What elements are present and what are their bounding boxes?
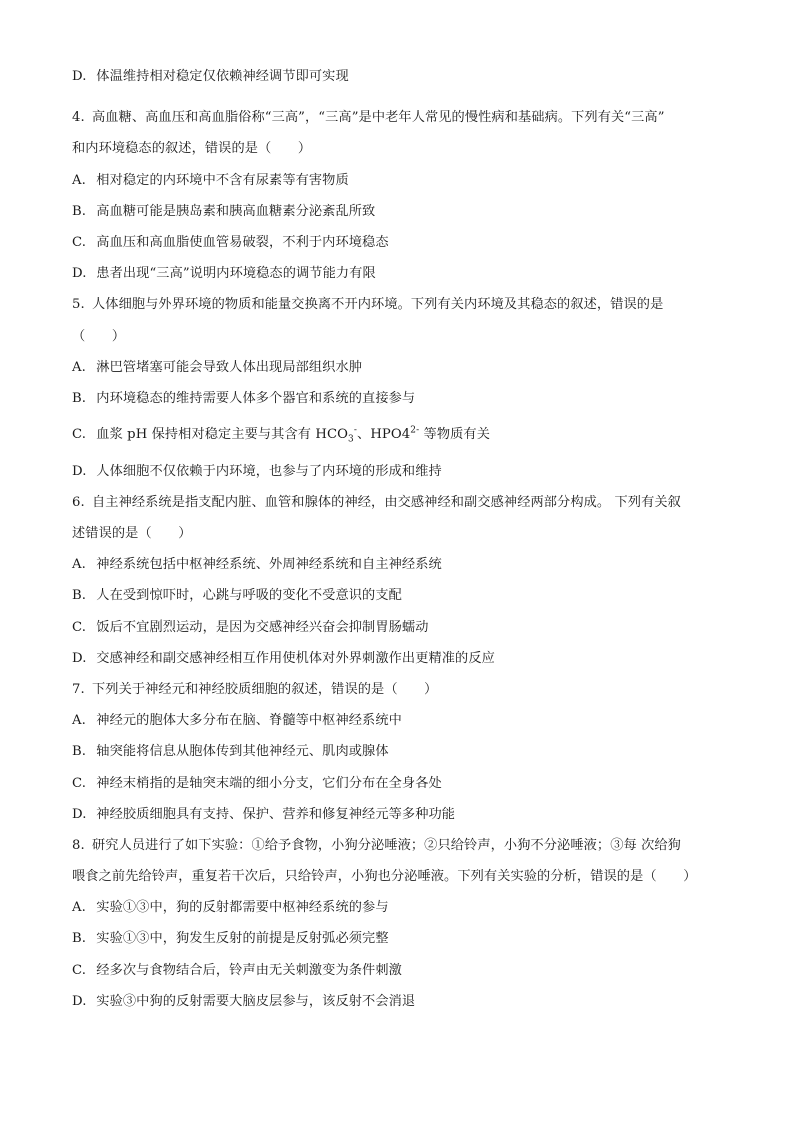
- q7-stem-line-1: [72, 681, 437, 699]
- option-label: B.: [72, 588, 87, 603]
- q7-option-c: [72, 775, 442, 793]
- question-number: 6.: [72, 495, 85, 510]
- option-text: 高血压和高血脂使血管易破裂，不利于内环境稳态: [96, 235, 389, 250]
- stem-text: （ ）: [72, 329, 126, 344]
- question-number: 7.: [72, 682, 85, 697]
- option-label: C.: [72, 427, 87, 442]
- option-text: 神经末梢指的是轴突末端的细小分支，它们分布在全身各处: [96, 776, 442, 791]
- q6-stem-line-2: [72, 525, 192, 543]
- option-text: 交感神经和副交感神经相互作用使机体对外界刺激作出更精准的反应: [96, 651, 495, 666]
- q8-option-c: [72, 962, 402, 980]
- q8-stem-line-1: [72, 837, 681, 855]
- option-text: 经多次与食物结合后，铃声由无关刺激变为条件刺激: [96, 963, 402, 978]
- q5-option-a: [72, 359, 362, 377]
- stem-text: 和内环境稳态的叙述，错误的是（ ）: [72, 141, 312, 156]
- option-label: C.: [72, 963, 87, 978]
- chem-superscript: -: [353, 425, 358, 436]
- option-text: 患者出现“三高”说明内环境稳态的调节能力有限: [96, 266, 376, 281]
- q8-option-d: [72, 993, 415, 1011]
- exam-page: [72, 0, 734, 1123]
- option-text: 实验①③中，狗发生反射的前提是反射弧必须完整: [96, 931, 389, 946]
- q7-option-a: [72, 712, 402, 730]
- q8-option-b: [72, 930, 389, 948]
- chem-formula-hco3: [315, 425, 358, 445]
- option-text-mid: 、HPO4: [357, 427, 411, 442]
- q6-option-d: [72, 650, 495, 668]
- q5-option-d: [72, 463, 442, 481]
- option-text: 高血糖可能是胰岛素和胰高血糖素分泌紊乱所致: [96, 204, 376, 219]
- question-number: 8.: [72, 838, 85, 853]
- q8-stem-line-2: [72, 868, 697, 886]
- stem-text: 喂食之前先给铃声，重复若干次后，只给铃声，小狗也分泌唾液。下列有关实验的分析，错误的是（ ）: [72, 869, 697, 884]
- option-label: D.: [72, 807, 87, 822]
- option-label: A.: [72, 173, 86, 188]
- option-label: D.: [72, 69, 87, 84]
- option-text: 轴突能将信息从胞体传到其他神经元、肌肉或腺体: [96, 744, 389, 759]
- q4-option-c: [72, 234, 389, 252]
- q7-option-b: [72, 743, 389, 761]
- option-label: D.: [72, 266, 87, 281]
- stem-text: 述错误的是（ ）: [72, 526, 192, 541]
- option-text: 淋巴管堵塞可能会导致人体出现局部组织水肿: [96, 360, 363, 375]
- q3-option-d: [72, 68, 349, 86]
- q5-stem-line-2: [72, 328, 125, 346]
- option-text: 内环境稳态的维持需要人体多个器官和系统的直接参与: [96, 391, 416, 406]
- option-label: A.: [72, 360, 86, 375]
- stem-text: 高血糖、高血压和高血脂俗称“三高”，“三高”是中老年人常见的慢性病和基础病。下列有关“三高”: [92, 110, 665, 125]
- option-label: B.: [72, 931, 87, 946]
- q4-stem-line-1: [72, 109, 665, 127]
- q4-option-d: [72, 265, 376, 283]
- q8-option-a: [72, 899, 389, 917]
- option-text: 人体细胞不仅依赖于内环境，也参与了内环境的形成和维持: [96, 464, 442, 479]
- option-text: 神经元的胞体大多分布在脑、脊髓等中枢神经系统中: [96, 713, 402, 728]
- q6-option-a: [72, 556, 442, 574]
- q4-stem-line-2: [72, 140, 311, 158]
- option-label: B.: [72, 204, 87, 219]
- chem-subscript: 3: [348, 434, 354, 445]
- q5-option-c: [72, 426, 490, 444]
- q6-stem-line-1: [72, 494, 681, 512]
- option-label: A.: [72, 557, 86, 572]
- option-label: B.: [72, 391, 87, 406]
- option-text: 饭后不宜剧烈运动，是因为交感神经兴奋会抑制胃肠蠕动: [96, 620, 429, 635]
- stem-text: 人体细胞与外界环境的物质和能量交换离不开内环境。下列有关内环境及其稳态的叙述，错误的是: [92, 297, 664, 312]
- option-text: 体温维持相对稳定仅依赖神经调节即可实现: [96, 69, 349, 84]
- option-label: A.: [72, 900, 86, 915]
- option-text: 实验①③中，狗的反射都需要中枢神经系统的参与: [96, 900, 389, 915]
- option-label: C.: [72, 235, 87, 250]
- q4-option-b: [72, 203, 375, 221]
- question-number: 5.: [72, 297, 85, 312]
- option-label: A.: [72, 713, 86, 728]
- option-label: C.: [72, 776, 87, 791]
- option-label: B.: [72, 744, 87, 759]
- chem-base: HCO: [315, 427, 349, 442]
- q7-option-d: [72, 806, 455, 824]
- q6-option-b: [72, 587, 402, 605]
- stem-text: 自主神经系统是指支配内脏、血管和腺体的神经，由交感神经和副交感神经两部分构成。 下列有关叙: [92, 495, 681, 510]
- option-label: D.: [72, 651, 87, 666]
- stem-text: 下列关于神经元和神经胶质细胞的叙述，错误的是（ ）: [92, 682, 438, 697]
- option-label: C.: [72, 620, 87, 635]
- chem-superscript: 2-: [410, 425, 420, 436]
- q6-option-c: [72, 619, 428, 637]
- option-label: D.: [72, 464, 87, 479]
- option-text-after: 等物质有关: [419, 427, 490, 442]
- option-text: 实验③中狗的反射需要大脑皮层参与，该反射不会消退: [96, 994, 416, 1009]
- option-text: 神经胶质细胞具有支持、保护、营养和修复神经元等多种功能: [96, 807, 456, 822]
- q5-option-b: [72, 390, 415, 408]
- question-number: 4.: [72, 110, 85, 125]
- q5-stem-line-1: [72, 296, 663, 314]
- option-text: 神经系统包括中枢神经系统、外周神经系统和自主神经系统: [96, 557, 442, 572]
- stem-text: 研究人员进行了如下实验：①给予食物，小狗分泌唾液；②只给铃声，小狗不分泌唾液；③每 次给狗: [92, 838, 681, 853]
- q4-option-a: [72, 172, 349, 190]
- option-text: 人在受到惊吓时，心跳与呼吸的变化不受意识的支配: [96, 588, 402, 603]
- option-text: 相对稳定的内环境中不含有尿素等有害物质: [96, 173, 349, 188]
- option-text-before: 血浆 pH 保持相对稳定主要与其含有: [96, 427, 316, 442]
- option-label: D.: [72, 994, 87, 1009]
